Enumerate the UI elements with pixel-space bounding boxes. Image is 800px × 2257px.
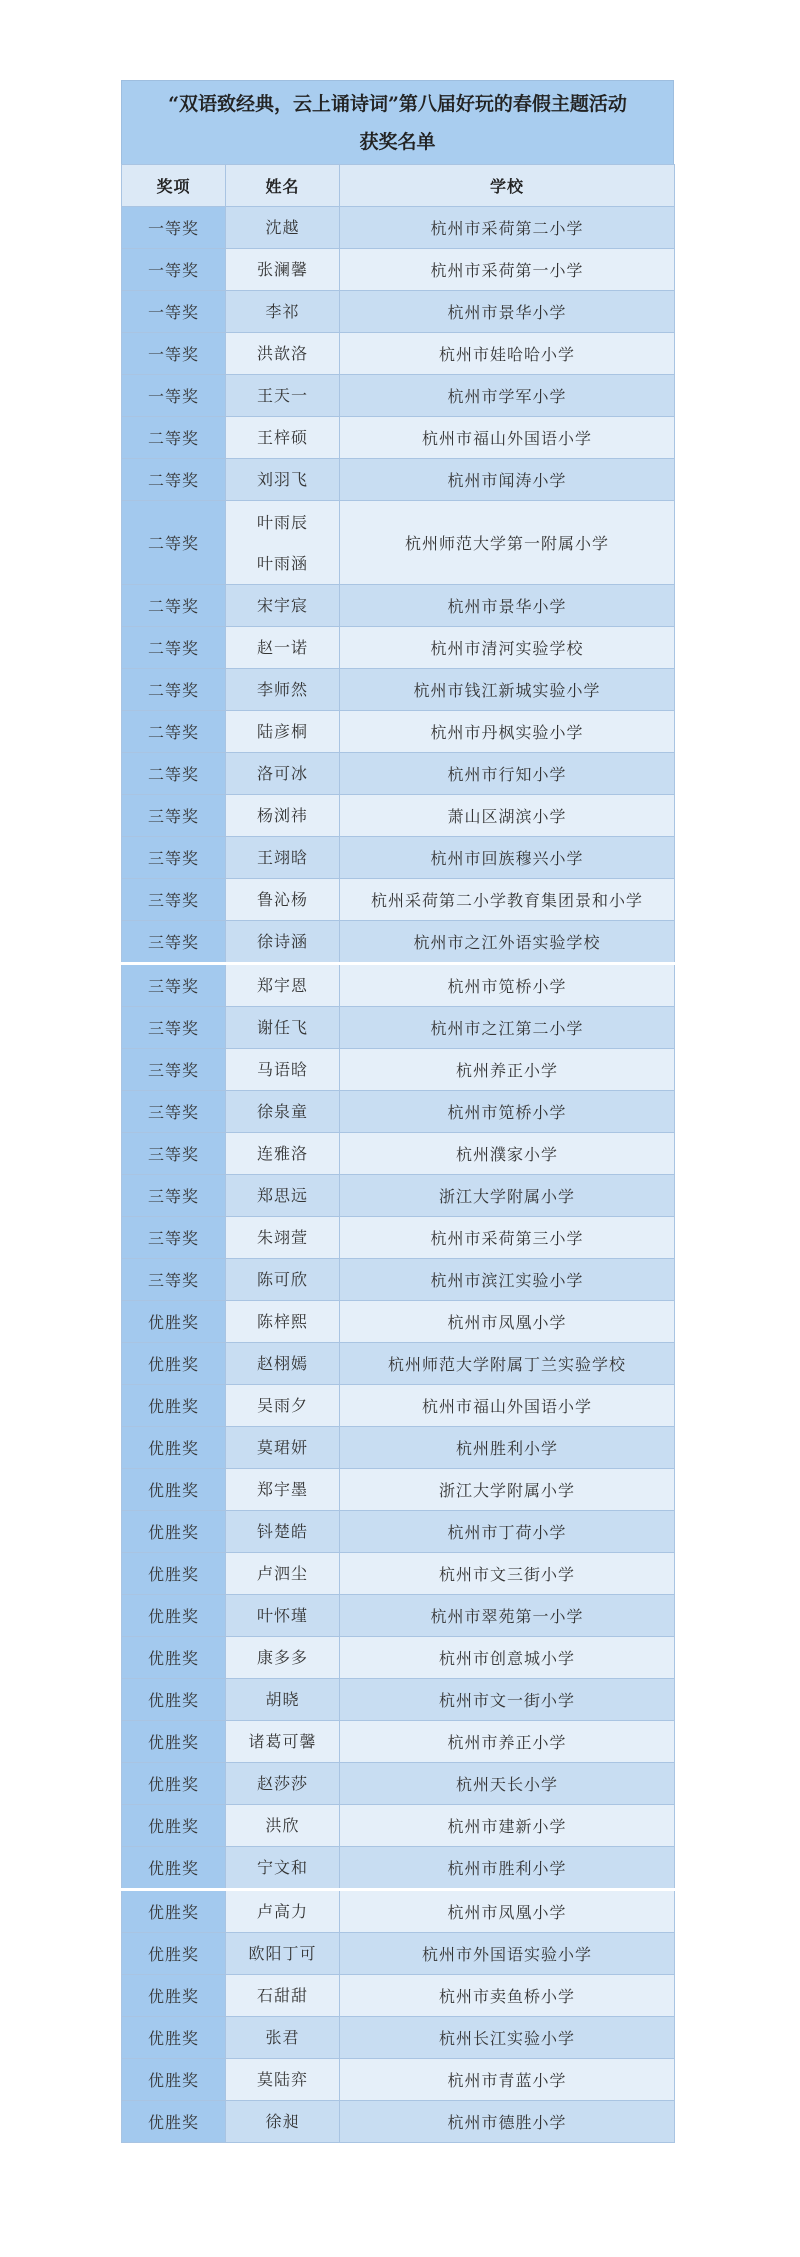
table-row xyxy=(122,1049,675,1091)
student-name: 宁文和 xyxy=(256,1858,308,1877)
student-name: 徐昶 xyxy=(265,2112,300,2131)
school-cell: 杭州市青蓝小学 xyxy=(340,2059,675,2101)
student-name: 胡晓 xyxy=(265,1690,300,1709)
school-cell: 杭州市闻涛小学 xyxy=(340,459,675,501)
student-name: 叶怀瑾 xyxy=(256,1606,308,1625)
student-name: 莫陆弈 xyxy=(256,2070,308,2089)
table-row xyxy=(122,249,675,291)
award-cell: 三等奖 xyxy=(122,964,226,1007)
award-cell: 优胜奖 xyxy=(122,1721,226,1763)
name-cell xyxy=(226,1553,340,1595)
student-name: 马语晗 xyxy=(256,1060,308,1079)
award-cell: 二等奖 xyxy=(122,585,226,627)
award-cell: 优胜奖 xyxy=(122,1469,226,1511)
name-cell xyxy=(226,879,340,921)
title-banner xyxy=(121,80,674,164)
name-cell xyxy=(226,2101,340,2143)
table-row xyxy=(122,1763,675,1805)
award-cell: 三等奖 xyxy=(122,1007,226,1049)
table-row xyxy=(122,1679,675,1721)
award-cell: 三等奖 xyxy=(122,1259,226,1301)
award-list-sheet xyxy=(121,80,674,2143)
student-name: 徐泉童 xyxy=(256,1102,308,1121)
school-cell: 杭州市行知小学 xyxy=(340,753,675,795)
table-row xyxy=(122,1511,675,1553)
award-cell: 三等奖 xyxy=(122,837,226,879)
school-cell: 杭州市翠苑第一小学 xyxy=(340,1595,675,1637)
award-cell: 二等奖 xyxy=(122,627,226,669)
award-cell: 优胜奖 xyxy=(122,1385,226,1427)
award-cell: 二等奖 xyxy=(122,711,226,753)
school-cell: 杭州市学军小学 xyxy=(340,375,675,417)
school-cell: 杭州市卖鱼桥小学 xyxy=(340,1975,675,2017)
table-row xyxy=(122,1301,675,1343)
table-row xyxy=(122,1933,675,1975)
student-name: 康多多 xyxy=(256,1648,308,1667)
school-cell: 杭州市之江外语实验学校 xyxy=(340,921,675,964)
award-cell: 一等奖 xyxy=(122,207,226,249)
name-cell xyxy=(226,417,340,459)
award-cell: 三等奖 xyxy=(122,1049,226,1091)
award-cell: 二等奖 xyxy=(122,459,226,501)
award-cell: 优胜奖 xyxy=(122,2017,226,2059)
name-cell xyxy=(226,1763,340,1805)
table-row xyxy=(122,1259,675,1301)
table-row xyxy=(122,1133,675,1175)
student-name: 郑宇墨 xyxy=(256,1480,308,1499)
table-row xyxy=(122,1721,675,1763)
name-cell xyxy=(226,1975,340,2017)
school-cell: 杭州市清河实验学校 xyxy=(340,627,675,669)
student-name: 陈梓熙 xyxy=(256,1312,308,1331)
student-name: 徐诗涵 xyxy=(256,932,308,951)
student-name: 卢泗尘 xyxy=(256,1564,308,1583)
name-cell xyxy=(226,921,340,964)
school-cell: 杭州市景华小学 xyxy=(340,291,675,333)
table-row xyxy=(122,669,675,711)
name-cell xyxy=(226,2017,340,2059)
school-cell: 杭州市德胜小学 xyxy=(340,2101,675,2143)
award-cell: 二等奖 xyxy=(122,417,226,459)
award-cell: 一等奖 xyxy=(122,291,226,333)
award-cell: 优胜奖 xyxy=(122,1343,226,1385)
school-cell: 杭州市娃哈哈小学 xyxy=(340,333,675,375)
award-cell: 三等奖 xyxy=(122,1091,226,1133)
table-row xyxy=(122,1553,675,1595)
table-row xyxy=(122,1385,675,1427)
table-row xyxy=(122,1427,675,1469)
school-cell: 杭州胜利小学 xyxy=(340,1427,675,1469)
school-cell: 杭州市采荷第三小学 xyxy=(340,1217,675,1259)
name-cell xyxy=(226,1343,340,1385)
table-row xyxy=(122,375,675,417)
school-cell: 杭州市胜利小学 xyxy=(340,1847,675,1890)
award-cell: 优胜奖 xyxy=(122,1637,226,1679)
name-cell xyxy=(226,1049,340,1091)
award-cell: 优胜奖 xyxy=(122,1847,226,1890)
award-cell: 优胜奖 xyxy=(122,1301,226,1343)
award-cell: 二等奖 xyxy=(122,669,226,711)
award-cell: 优胜奖 xyxy=(122,1805,226,1847)
award-cell: 优胜奖 xyxy=(122,1553,226,1595)
student-name: 张澜馨 xyxy=(256,260,308,279)
table-row xyxy=(122,1091,675,1133)
header-school: 学校 xyxy=(340,165,675,207)
school-cell: 浙江大学附属小学 xyxy=(340,1175,675,1217)
name-cell xyxy=(226,1847,340,1890)
name-cell xyxy=(226,1890,340,1933)
table-row xyxy=(122,585,675,627)
header-name: 姓名 xyxy=(226,165,340,207)
name-cell xyxy=(226,795,340,837)
student-name: 欧阳丁可 xyxy=(248,1944,317,1963)
student-name: 朱翊萱 xyxy=(256,1228,308,1247)
school-cell: 杭州师范大学第一附属小学 xyxy=(340,501,675,585)
name-cell xyxy=(226,1259,340,1301)
award-cell: 优胜奖 xyxy=(122,1595,226,1637)
school-cell: 杭州市凤凰小学 xyxy=(340,1301,675,1343)
student-name: 李祁 xyxy=(265,302,300,321)
award-cell: 二等奖 xyxy=(122,501,226,585)
student-name: 赵一诺 xyxy=(256,638,308,657)
award-cell: 三等奖 xyxy=(122,879,226,921)
table-row xyxy=(122,1805,675,1847)
student-name: 郑宇恩 xyxy=(256,976,308,995)
name-cell xyxy=(226,1933,340,1975)
student-name: 洪欣 xyxy=(265,1816,300,1835)
student-name: 洛可冰 xyxy=(256,764,308,783)
name-cell xyxy=(226,964,340,1007)
school-cell: 杭州市文三街小学 xyxy=(340,1553,675,1595)
student-name: 卢高力 xyxy=(256,1902,308,1921)
table-row xyxy=(122,879,675,921)
student-name: 李师然 xyxy=(256,680,308,699)
award-cell: 三等奖 xyxy=(122,1175,226,1217)
name-cell xyxy=(226,1007,340,1049)
table-row xyxy=(122,627,675,669)
award-cell: 三等奖 xyxy=(122,921,226,964)
award-cell: 三等奖 xyxy=(122,1217,226,1259)
school-cell: 杭州长江实验小学 xyxy=(340,2017,675,2059)
table-row xyxy=(122,1975,675,2017)
school-cell: 杭州养正小学 xyxy=(340,1049,675,1091)
student-name: 张君 xyxy=(265,2028,300,2047)
name-cell xyxy=(226,1721,340,1763)
name-cell xyxy=(226,249,340,291)
award-cell: 一等奖 xyxy=(122,333,226,375)
title-line-2: 获奖名单 xyxy=(359,131,436,153)
school-cell: 杭州市采荷第二小学 xyxy=(340,207,675,249)
table-row xyxy=(122,837,675,879)
name-cell xyxy=(226,2059,340,2101)
name-cell xyxy=(226,627,340,669)
table-row xyxy=(122,1637,675,1679)
table-row xyxy=(122,417,675,459)
school-cell: 杭州市凤凰小学 xyxy=(340,1890,675,1933)
school-cell: 杭州市文一街小学 xyxy=(340,1679,675,1721)
school-cell: 萧山区湖滨小学 xyxy=(340,795,675,837)
student-name: 鲁沁杨 xyxy=(256,890,308,909)
name-cell xyxy=(226,501,340,585)
school-cell: 杭州市回族穆兴小学 xyxy=(340,837,675,879)
name-cell xyxy=(226,1511,340,1553)
name-cell xyxy=(226,753,340,795)
table-row xyxy=(122,1595,675,1637)
name-cell xyxy=(226,837,340,879)
table-header-row xyxy=(122,165,675,207)
award-cell: 优胜奖 xyxy=(122,1427,226,1469)
name-cell xyxy=(226,1679,340,1721)
school-cell: 杭州市福山外国语小学 xyxy=(340,417,675,459)
name-cell xyxy=(226,1805,340,1847)
header-award: 奖项 xyxy=(122,165,226,207)
table-row xyxy=(122,1890,675,1933)
award-cell: 优胜奖 xyxy=(122,2101,226,2143)
name-cell xyxy=(226,585,340,627)
table-row xyxy=(122,1847,675,1890)
student-name: 谢任飞 xyxy=(256,1018,308,1037)
school-cell: 杭州市建新小学 xyxy=(340,1805,675,1847)
student-name: 王翊晗 xyxy=(256,848,308,867)
school-cell: 杭州市滨江实验小学 xyxy=(340,1259,675,1301)
award-cell: 一等奖 xyxy=(122,249,226,291)
student-name: 钭楚皓 xyxy=(256,1522,308,1541)
name-cell xyxy=(226,1595,340,1637)
name-cell xyxy=(226,459,340,501)
table-row xyxy=(122,1469,675,1511)
student-name: 陈可欣 xyxy=(256,1270,308,1289)
student-name: 王梓硕 xyxy=(256,428,308,447)
school-cell: 杭州市丁荷小学 xyxy=(340,1511,675,1553)
award-cell: 优胜奖 xyxy=(122,1679,226,1721)
table-row xyxy=(122,795,675,837)
student-name: 吴雨夕 xyxy=(256,1396,308,1415)
name-cell xyxy=(226,1133,340,1175)
school-cell: 杭州市福山外国语小学 xyxy=(340,1385,675,1427)
student-name: 莫珺妍 xyxy=(256,1438,308,1457)
award-table xyxy=(121,164,675,2143)
table-row xyxy=(122,711,675,753)
school-cell: 杭州采荷第二小学教育集团景和小学 xyxy=(340,879,675,921)
school-cell: 杭州市笕桥小学 xyxy=(340,1091,675,1133)
student-name: 石甜甜 xyxy=(256,1986,308,2005)
school-cell: 浙江大学附属小学 xyxy=(340,1469,675,1511)
school-cell: 杭州濮家小学 xyxy=(340,1133,675,1175)
table-row xyxy=(122,501,675,585)
title-line-1: “双语致经典，云上诵诗词”第八届好玩的春假主题活动 xyxy=(168,93,627,115)
school-cell: 杭州市之江第二小学 xyxy=(340,1007,675,1049)
table-row xyxy=(122,1343,675,1385)
table-row xyxy=(122,1007,675,1049)
award-cell: 优胜奖 xyxy=(122,2059,226,2101)
school-cell: 杭州市外国语实验小学 xyxy=(340,1933,675,1975)
name-cell xyxy=(226,1175,340,1217)
table-row xyxy=(122,753,675,795)
student-name: 赵栩嫣 xyxy=(256,1354,308,1373)
award-cell: 优胜奖 xyxy=(122,1511,226,1553)
table-row xyxy=(122,459,675,501)
table-row xyxy=(122,1217,675,1259)
name-cell xyxy=(226,1217,340,1259)
table-row xyxy=(122,1175,675,1217)
award-table-body xyxy=(122,207,675,2143)
student-name: 杨浏祎 xyxy=(256,806,308,825)
table-row xyxy=(122,207,675,249)
table-row xyxy=(122,2059,675,2101)
student-name: 连雅洛 xyxy=(256,1144,308,1163)
name-cell xyxy=(226,1469,340,1511)
award-cell: 优胜奖 xyxy=(122,1933,226,1975)
student-name: 叶雨涵 xyxy=(256,553,308,573)
school-cell: 杭州市笕桥小学 xyxy=(340,964,675,1007)
school-cell: 杭州市创意城小学 xyxy=(340,1637,675,1679)
school-cell: 杭州天长小学 xyxy=(340,1763,675,1805)
student-name: 王天一 xyxy=(256,386,308,405)
table-row xyxy=(122,333,675,375)
student-name: 洪歆洛 xyxy=(256,344,308,363)
name-cell xyxy=(226,711,340,753)
name-cell xyxy=(226,1301,340,1343)
name-cell xyxy=(226,1427,340,1469)
award-cell: 二等奖 xyxy=(122,753,226,795)
school-cell: 杭州市养正小学 xyxy=(340,1721,675,1763)
student-name: 陆彦桐 xyxy=(256,722,308,741)
name-cell xyxy=(226,207,340,249)
table-row xyxy=(122,964,675,1007)
name-cell xyxy=(226,1637,340,1679)
award-cell: 三等奖 xyxy=(122,1133,226,1175)
name-cell xyxy=(226,1385,340,1427)
student-name: 赵莎莎 xyxy=(256,1774,308,1793)
table-row xyxy=(122,921,675,964)
table-row xyxy=(122,2017,675,2059)
name-cell xyxy=(226,375,340,417)
name-cell xyxy=(226,669,340,711)
name-cell xyxy=(226,291,340,333)
name-cell xyxy=(226,1091,340,1133)
award-cell: 优胜奖 xyxy=(122,1763,226,1805)
table-row xyxy=(122,291,675,333)
student-name: 宋宇宸 xyxy=(256,596,308,615)
school-cell: 杭州市丹枫实验小学 xyxy=(340,711,675,753)
school-cell: 杭州市采荷第一小学 xyxy=(340,249,675,291)
student-name: 诸葛可馨 xyxy=(248,1732,317,1751)
name-cell xyxy=(226,333,340,375)
award-cell: 三等奖 xyxy=(122,795,226,837)
table-row xyxy=(122,2101,675,2143)
student-name: 刘羽飞 xyxy=(256,470,308,489)
school-cell: 杭州市景华小学 xyxy=(340,585,675,627)
student-name: 叶雨辰 xyxy=(256,512,308,532)
school-cell: 杭州市钱江新城实验小学 xyxy=(340,669,675,711)
student-name: 沈越 xyxy=(265,218,300,237)
student-name: 郑思远 xyxy=(256,1186,308,1205)
award-cell: 优胜奖 xyxy=(122,1975,226,2017)
award-cell: 优胜奖 xyxy=(122,1890,226,1933)
school-cell: 杭州师范大学附属丁兰实验学校 xyxy=(340,1343,675,1385)
award-cell: 一等奖 xyxy=(122,375,226,417)
